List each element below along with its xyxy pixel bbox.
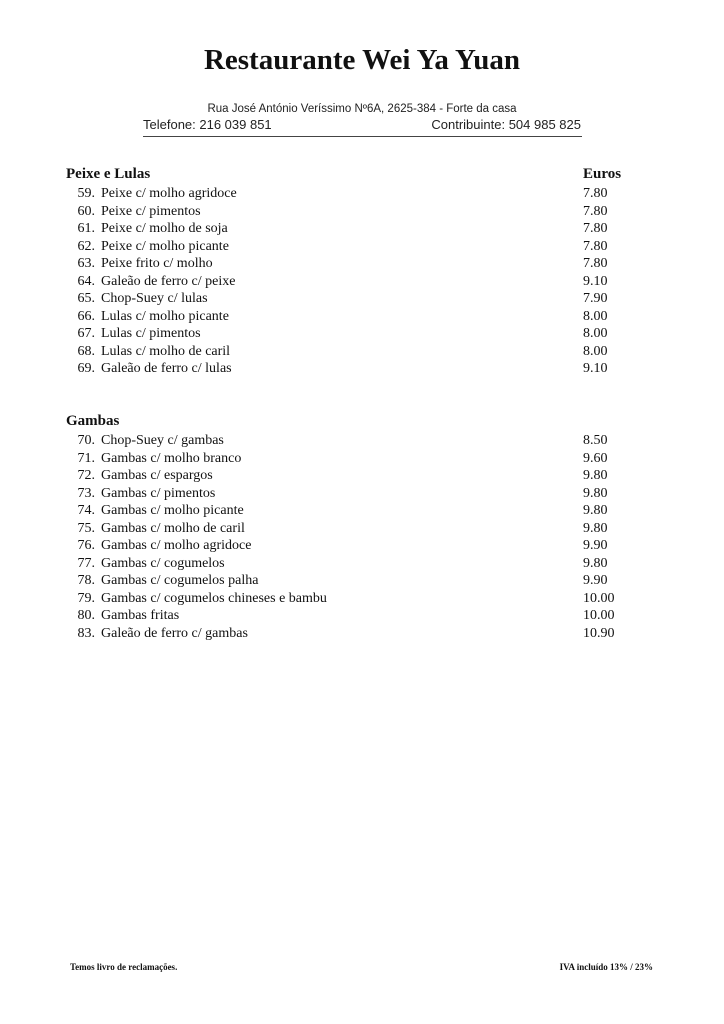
item-num: 71. — [77, 450, 95, 466]
item-price: 9.60 — [583, 450, 608, 466]
menu-item — [66, 467, 656, 485]
section-title: Peixe e Lulas — [66, 166, 151, 182]
item-num: 68. — [77, 343, 95, 359]
item-name: Lulas c/ molho picante — [101, 308, 229, 324]
item-num: 75. — [77, 520, 95, 536]
item-num: 70. — [77, 433, 95, 448]
item-price: 10.00 — [583, 590, 615, 606]
item-price: 7.80 — [583, 238, 608, 254]
item-num: 61. — [77, 221, 95, 236]
section-peixe-lulas — [66, 166, 656, 378]
item-price: 9.80 — [583, 520, 608, 536]
item-name: Gambas c/ cogumelos palha — [101, 573, 259, 588]
item-num: 78. — [77, 573, 95, 588]
menu-item — [66, 555, 656, 573]
item-price: 9.10 — [583, 273, 608, 289]
menu-item — [66, 607, 656, 625]
item-name: Gambas fritas — [101, 608, 180, 623]
item-price: 9.80 — [583, 503, 608, 518]
item-price: 7.90 — [583, 291, 608, 306]
item-num: 63. — [77, 256, 95, 271]
item-price: 7.80 — [583, 203, 608, 219]
menu-item — [66, 273, 656, 291]
item-num: 62. — [77, 238, 95, 254]
menu-item — [66, 625, 656, 643]
section-gambas — [66, 413, 656, 642]
menu-item — [66, 308, 656, 326]
item-name: Chop-Suey c/ lulas — [101, 291, 208, 306]
item-name: Lulas c/ pimentos — [101, 326, 201, 341]
item-name: Gambas c/ molho picante — [101, 503, 244, 518]
item-num: 69. — [77, 361, 95, 376]
menu-item — [66, 238, 656, 256]
item-name: Peixe c/ molho de soja — [101, 221, 228, 236]
address: Rua José António Veríssimo Nº6A, 2625-384 - Forte da casa — [207, 103, 517, 115]
item-name: Galeão de ferro c/ peixe — [101, 273, 236, 289]
item-price: 9.10 — [583, 361, 608, 376]
item-num: 76. — [77, 538, 95, 553]
menu-item — [66, 432, 656, 450]
menu-item — [66, 185, 656, 203]
item-num: 74. — [77, 503, 95, 518]
item-name: Peixe c/ pimentos — [101, 203, 201, 219]
item-name: Gambas c/ cogumelos — [101, 555, 225, 571]
item-num: 72. — [77, 468, 95, 483]
item-price: 9.80 — [583, 555, 608, 571]
item-price: 9.80 — [583, 468, 608, 483]
currency-label: Euros — [583, 166, 622, 182]
menu-item — [66, 537, 656, 555]
restaurant-title: Restaurante Wei Ya Yuan — [203, 44, 521, 76]
item-price: 7.80 — [583, 256, 608, 271]
item-name: Gambas c/ molho agridoce — [101, 538, 252, 553]
item-num: 66. — [77, 308, 95, 324]
header-divider — [143, 136, 582, 137]
item-name: Peixe frito c/ molho — [101, 256, 213, 271]
item-num: 60. — [77, 203, 95, 219]
item-price: 8.50 — [583, 433, 608, 448]
menu-item — [66, 360, 656, 378]
item-name: Gambas c/ espargos — [101, 468, 213, 483]
complaints-note: Temos livro de reclamações. — [70, 962, 178, 972]
item-name: Galeão de ferro c/ gambas — [101, 625, 248, 641]
item-num: 64. — [77, 273, 95, 289]
item-name: Gambas c/ cogumelos chineses e bambu — [101, 590, 327, 606]
item-price: 7.80 — [583, 186, 608, 201]
item-num: 83. — [77, 625, 95, 641]
item-price: 9.80 — [583, 485, 608, 501]
item-num: 79. — [77, 590, 95, 606]
vat-note: IVA incluído 13% / 23% — [559, 962, 653, 972]
item-name: Gambas c/ molho branco — [101, 450, 242, 466]
menu-item — [66, 255, 656, 273]
item-name: Gambas c/ molho de caril — [101, 520, 245, 536]
phone: Telefone: 216 039 851 — [143, 117, 272, 132]
menu-item — [66, 572, 656, 590]
item-num: 67. — [77, 326, 95, 341]
item-price: 10.90 — [583, 625, 615, 641]
item-num: 80. — [77, 608, 95, 623]
item-name: Lulas c/ molho de caril — [101, 343, 231, 359]
menu-item — [66, 450, 656, 468]
taxpayer-number: Contribuinte: 504 985 825 — [431, 117, 581, 132]
section-header — [66, 166, 656, 185]
menu-item — [66, 290, 656, 308]
item-num: 77. — [77, 555, 95, 571]
item-price: 8.00 — [583, 308, 608, 324]
menu-item — [66, 325, 656, 343]
item-num: 65. — [77, 291, 95, 306]
menu-item — [66, 485, 656, 503]
menu-item — [66, 502, 656, 520]
item-name: Chop-Suey c/ gambas — [101, 433, 224, 448]
menu-item — [66, 203, 656, 221]
item-price: 10.00 — [583, 608, 615, 623]
item-num: 73. — [77, 485, 95, 501]
section-title: Gambas — [66, 413, 120, 429]
section-header — [66, 413, 656, 432]
menu-item — [66, 520, 656, 538]
item-price: 8.00 — [583, 326, 608, 341]
menu-item — [66, 343, 656, 361]
item-price: 9.90 — [583, 573, 608, 588]
item-name: Gambas c/ pimentos — [101, 485, 216, 501]
item-price: 7.80 — [583, 221, 608, 236]
menu-item — [66, 220, 656, 238]
menu-item — [66, 590, 656, 608]
item-name: Galeão de ferro c/ lulas — [101, 361, 232, 376]
item-price: 9.90 — [583, 538, 608, 553]
item-price: 8.00 — [583, 343, 608, 359]
item-name: Peixe c/ molho agridoce — [101, 186, 237, 201]
item-name: Peixe c/ molho picante — [101, 238, 229, 254]
item-num: 59. — [77, 186, 95, 201]
